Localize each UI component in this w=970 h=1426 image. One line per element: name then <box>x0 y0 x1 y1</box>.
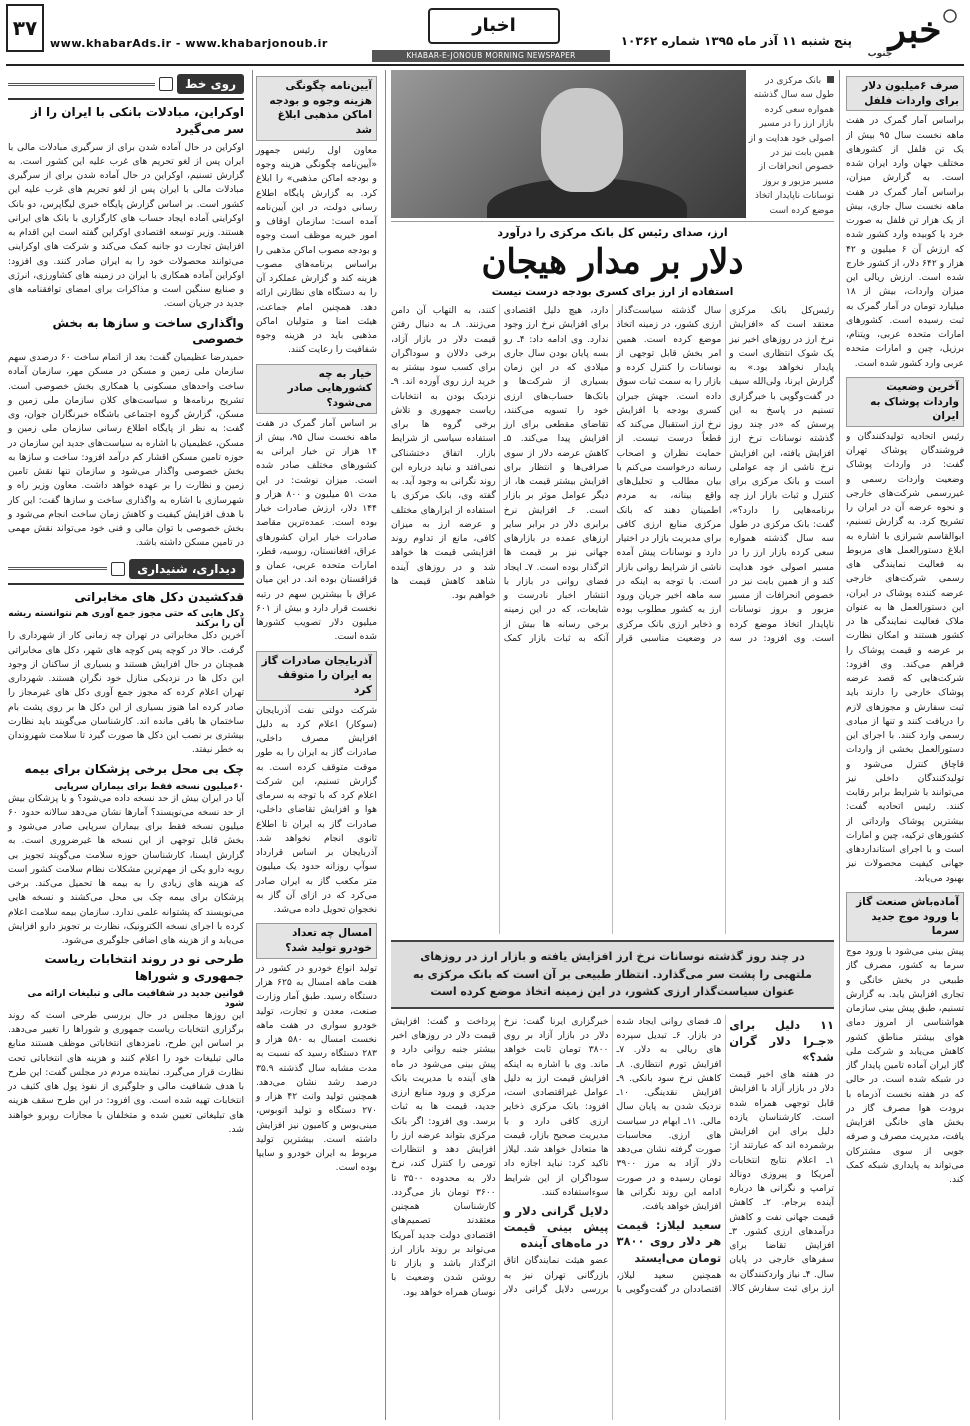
story-text: رئیس‌کل بانک مرکزی معتقد است که «افزایش نرخ ارز در روزهای اخیر نیز یک شوک انتظاری است و پایدار نخواهد بود.» به گزارش ایرنا، ولی‌الله سیف در گفت‌وگویی با خبرگزاری تسنیم در پاسخ به این پرسش که «در چند روز گذشته نوسانات نرخ ارز افزایش یافته، این افزایش نرخ ناشی از چه عواملی است و بانک مرکزی برای کنترل و ثبات بازار ارز چه برنامه‌هایی را دارد؟»، گفت: بانک مرکزی در طول سه سال گذشته همواره سعی کرده بازار ارز را در مسیر اصولی خود هدایت کند و از همین بابت نیز در خصوص انحرافات از مسیر مزبور و بروز نوسانات ناپایدار اتخاذ موضع کرده است. وی افزود: در سه سال گذشته سیاست‌گذار ارزی کشور، در زمینه اتخاذ موضع کرده است. همین امر بخش قابل توجهی از نوسانات را کنترل کرده و بازار را به سمت ثبات سوق داده است. جهش جبران کسری بودجه با افزایش نرخ ارز استقبال می‌کند که قطعاً درست نیست. از حمایت نظران و اصحاب رسانه درخواست می‌کنم با بیان مطالب و تحلیل‌های واقع بینانه، به مردم اطمینان دهند که بانک مرکزی منابع ارزی کافی برای مدیریت بازار در اختیار دارد و نوسانات پیش آمده ناشی از شرایط روانی بازار است. با توجه به اینکه در سه ماهه اخیر جریان ورود ارز به کشور مطلوب بوده و ذخایر ارزی بانک مرکزی در وضعیت مناسبی قرار دارد، هیچ دلیل اقتصادی برای افزایش نرخ ارز وجود ندارد. وی ادامه داد: ۴ـ رو بسه پایان بودن سال جاری میلادی که در این زمان بسیاری از شرکت‌ها و بانک‌ها حساب‌های ارزی خود را تسویه می‌کنند، تقاضای مقطعی برای ارز افزایش پیدا می‌کند. ۵ـ کاهش عرضه دلار از سوی صرافی‌ها و انتظار برای افزایش بیشتر قیمت ها، از دیگر عوامل موثر بر بازار است. ۶ـ افزایش نرخ برابری دلار در برابر سایر ارزهای عمده در بازارهای جهانی نیز بر قیمت ها اثرگذار بوده است. ۷ـ ایجاد فضای روانی در بازار با انتشار اخبار نادرست و شایعات، که در این زمینه برخی رسانه ها بیش از آنکه به ثبات بازار کمک کنند، به التهاب آن دامن می‌زنند. ۸ـ به دنبال رفتن قیمت دلار در بازار آزاد، برخی دلالان و سوداگران برای کسب سود بیشتر به خرید ارز روی آورده اند. ۹ـ نزدیک بودن به انتخابات ریاست جمهوری و تلاش برخی گروه ها برای استفاده سیاسی از شرایط بازار. اتفاق دختشناکی نمی‌افتد و نباید درباره این روند نگرانی به وجود آید. به گفته وی، بانک مرکزی با استفاده از ابزارهای مختلف و عرضه ارز به میزان کافی، مانع از تداوم روند افزایشی قیمت ها خواهد شد و در روزهای آینده شاهد کاهش قیمت ها خواهیم بود. <box>391 305 834 644</box>
audio-visual-flag: دیداری، شنیداری <box>129 559 244 579</box>
housing-title: واگذاری ساخت و سازها به بخش خصوصی <box>52 315 244 347</box>
page-number: ۳۷ <box>6 4 44 52</box>
forecast-title: دلایل گرانی دلار و پیش بینی قیمت در ماه‌های آینده <box>503 1204 609 1251</box>
cucumber-export-body: بر اساس آمار گمرک در هفت ماهه نخست سال ۹۵، بیش از ۱۴ هزار تن خیار ایرانی به کشورهای مختلف صادر شده است. میزان نوشت: در این مدت ۵۱ میلیون و ۸۰۰ هزار و ۱۴۴ دلار، ارزش صادرات خیار بوده است. عمده‌ترین مقاصد صادرات خیار ایران کشورهای عراق، افغانستان، روسیه، قطر، امارات متحده عربی، عمان و قزاقستان بوده اند. در این میان عراق با بیشترین سهم در رتبه نخست قرار دارد و بیش از ۶۰۱ میلیون دلار تصویب کشورها شده است. <box>256 417 377 643</box>
masthead <box>0 0 970 62</box>
clothing-article-title: آخرین وضعیت واردات پوشاک به ایران <box>846 377 964 427</box>
caption-text: بانک مرکزی در طول سه سال گذشته همواره سعی کرده بازار ارز را در مسیر اصولی خود هدایت و از همین بابت نیز در خصوص انحرافات از مسیر مزبور و بروز نوسانات ناپایدار اتخاذ موضع کرده است <box>748 76 834 216</box>
pepper-article-title: صرف ۶میلیون دلار برای واردات فلفل <box>846 76 964 111</box>
telecom-towers-lead: دکل هایی که حتی مجوز جمع آوری هم نتوانسته ریشه آن را برکند <box>8 609 244 630</box>
azerbaijan-gas-body: شرکت دولتی نفت آذربایجان (سوکار) اعلام کرد به دلیل افزایش مصرف داخلی، صادرات گاز به ایران را به طور موقت متوقف کرده است. به گزارش تسنیم، این شرکت اعلام کرد که با توجه به سرمای هوا و افزایش تقاضای داخلی، صادرات گاز به ایران تا اطلاع ثانوی انجام نخواهد شد. آذربایجان بر اساس قرارداد سوآپ روزانه حدود یک میلیون متر مکعب گاز به ایران صادر می‌کرد که در ازای آن گاز به نخجوان تحویل داده می‌شد. <box>256 704 377 916</box>
gas-article-title: آماده‌باش صنعت گاز با ورود موج جدید سرما <box>846 892 964 942</box>
religious-places-body: معاون اول رئیس جمهور «آیین‌نامه چگونگی هزینه وجوه و بودجه اماکن مذهبی» را ابلاغ کرد. به گزارش پایگاه اطلاع رسانی دولت، در این آیین‌نامه آمده است: سازمان اوقاف و امور خیریه موظف است وجوه و بودجه مصوب اماکن مذهبی را براساس برنامه‌های مصوب هزینه کند و گزارش عملکرد آن را به دستگاه های نظارتی ارائه دهد. همچنین امام جماعت، هیئت امنا و متولیان اماکن مذهبی باید در هزینه وجوه شفافیت را رعایت کنند. <box>256 144 377 356</box>
story-lead: استفاده از ارز برای کسری بودجه درست نیست <box>491 286 734 299</box>
middle-column <box>252 70 380 1420</box>
reasons-title: ۱۱ دلیل برای «جـرا دلار گران شد؟» <box>729 1017 834 1065</box>
pull-quote: در چند روز گذشته نوسانات نرخ ارز افزایش یافته و بازار ارز در روزهای ملتهبی را پشت سر می‌گذارد. انتظار طبیعی بر آن است که بانک مرکزی به عنوان سیاست‌گذار ارزی کشور، در این زمینه اتخاذ موضع کرده است <box>391 940 834 1009</box>
story-kicker: ارز، صدای رئیس کل بانک مرکزی را درآورد <box>497 226 728 239</box>
housing-body: حمیدرضا عظیمیان گفت: بعد از اتمام ساخت ۶۰ درصدی سهم سازمان ملی زمین و مسکن در مسکن مهر، سازمان آماده ساخت واحدهای مسکونی با همکاری بخش خصوصی است. تشریح برنامه‌ها و سیاست‌های کلان سازمان ملی زمین و مسکن، گزارش گروه اجتماعی باشگاه خبرنگاران جوان، وی گفت: به نظر از پایگاه اطلاع رسانی سازمان ملی زمین و مسکن، عظیمیان با اشاره به سیاست‌های جدید این سازمان در حوزه تامین مسکن اقشار کم درآمد افزود: ساخت و سازها به بخش خصوصی واگذار می‌شود و سازمان تنها نقش تامین زمین و نظارت را بر عهده خواهد داشت. معاون وزیر راه و شهرسازی با اشاره به واگذاری ساخت و سازها گفت: این کار با هدف افزایش کیفیت و کاهش زمان ساخت انجام می‌شود و بخش خصوصی با توان مالی و فنی خود می‌تواند نقش مهمی در تامین مسکن داشته باشد. <box>8 352 244 549</box>
cucumber-export-title: خیار به چه کشورهایی صادر می‌شود؟ <box>256 364 377 414</box>
doctors-insurance-lead: ۶۰میلیون نسخه فقط برای بیماران سرپایی <box>54 781 244 792</box>
caption-square-icon <box>827 76 834 83</box>
elections-body: این روزها مجلس در حال بررسی طرحی است که روند برگزاری انتخابات ریاست جمهوری و شوراها را تغییر می‌دهد. بر اساس این طرح، نامزدهای انتخاباتی موظف هستند منابع مالی تبلیغات خود را اعلام کنند و هزینه های انتخاباتی تحت نظارت قرار می‌گیرد. نماینده مردم در مجلس گفت: این طرح با هدف شفافیت مالی و جلوگیری از نفوذ پول های کثیف در انتخابات تهیه شده است. وی افزود: در این طرح سقف هزینه های تبلیغاتی تعیین شده و متخلفان با مجازات روبرو خواهند شد. <box>8 1009 244 1135</box>
english-banner: KHABAR-E-JONOUB MORNING NEWSPAPER <box>372 50 610 62</box>
logo-sub: جنوب <box>867 49 893 59</box>
forecast-body: عضو هیئت نمایندگان اتاق بازرگانی تهران نیز به بررسی دلایل گرانی دلار پرداخت و گفت: افزایش قیمت دلار در روزهای اخیر بیشتر جنبه روانی دارد و پیش بینی می‌شود در ماه های آینده با مدیریت بانک مرکزی و ورود منابع ارزی جدید، قیمت ها به ثبات برسد. وی افزود: اگر بانک مرکزی بتواند عرضه ارز را افزایش دهد و انتظارات تورمی را کنترل کند، نرخ دلار به محدوده ۳۵۰۰ تا ۳۶۰۰ تومان باز می‌گردد. کارشناسان همچنین معتقدند تصمیم‌های اقتصادی دولت جدید آمریکا می‌تواند بر روند بازار ارز اثرگذار باشد و بازار تا روشن شدن وضعیت با نوسان همراه خواهد بود. <box>391 1015 609 1298</box>
leilaz-body: همچنین سعید لیلاز، اقتصاددان در گفت‌وگویی با خبرگزاری ایرنا گفت: نرخ دلار در بازار آزاد بر روی ۳۸۰۰ تومان ثابت خواهد ماند. وی با اشاره به اینکه افزایش قیمت ارز به دلیل عوامل غیراقتصادی است، افزود: بانک مرکزی ذخایر ارزی کافی دارد و با مدیریت صحیح بازار، قیمت ها متعادل خواهد شد. لیلاز تاکید کرد: نباید اجازه داد سوداگران از این شرایط سوءاستفاده کنند. <box>503 1015 722 1295</box>
telecom-towers-body: آخرین دکل مخابراتی در تهران چه زمانی کار از شهرداری را گرفت. حالا در کوچه پس کوچه های شهر، دکل های مخابراتی همچنان در حال افزایش هستند و بسیاری از ساکنان از وجود این دکل ها در نزدیکی منازل خود نگران هستند. شهرداری تهران اعلام کرده که مجوز جمع آوری دکل های غیرمجاز را صادر کرده اما هنوز بسیاری از این دکل ها بر روی پشت بام ساختمان ها باقی مانده اند. کارشناسان می‌گویند باید نظارت بیشتری بر نصب این دکل ها صورت گیرد تا سلامت شهروندان به خطر نیفتد. <box>8 630 244 756</box>
section-title: اخبار <box>428 8 560 44</box>
website-links[interactable]: www.khabarAds.ir - www.khabarjonoub.ir <box>50 37 328 50</box>
leilaz-title: سعید لیلاز: قیمت هر دلار روی ۳۸۰۰ تومان می‌ایستد <box>616 1218 722 1265</box>
reasons-body: در هفته های اخیر قیمت دلار در بازار آزاد با افزایش قابل توجهی همراه شده است. کارشناسان یازده دلیل برای این افزایش برشمرده اند که عبارتند از: ۱ـ اعلام نتایج انتخابات آمریکا و پیروزی دونالد ترامپ و نگرانی ها درباره آینده برجام. ۲ـ کاهش قیمت جهانی نفت و کاهش درآمدهای ارزی کشور. ۳ـ افزایش تقاضا برای سفرهای خارجی در پایان سال. ۴ـ نیاز واردکنندگان به ارز برای ثبت سفارش کالا. ۵ـ فضای روانی ایجاد شده در بازار. ۶ـ تبدیل سپرده های ریالی به دلار. ۷ـ افزایش تورم انتظاری. ۸ـ کاهش نرخ سود بانکی. ۹ـ افزایش نقدینگی. ۱۰ـ نزدیک شدن به پایان سال مالی. ۱۱ـ ابهام در سیاست های ارزی. محاسبات صورت گرفته نشان می‌دهد دلار آزاد به مرز ۳۹۰۰ تومان رسیده و در صورت ادامه این روند نگرانی ها افزایش خواهد یافت. <box>616 1015 834 1294</box>
audio-visual-section-header <box>8 555 244 585</box>
gas-article-body: پیش بینی می‌شود با ورود موج سرما به کشور، مصرف گاز طبیعی در بخش خانگی و تجاری افزایش یابد. به گزارش تسنیم، طبق پیش بینی سازمان هواشناسی از امروز دمای هوای بیشتر مناطق کشور کاهش می‌یابد و شرکت ملی گاز ایران آماده تامین پایدار گاز در شبکه شده است. در حالی که در هفته نخست آذرماه با برودت هوا مصرف گاز در بخش های خانگی افزایش یافت، مدیریت مصرف و صرفه جویی از سوی مشترکان می‌تواند به پایداری شبکه کمک کند. <box>846 946 964 1185</box>
clothing-article-body: رئیس اتحادیه تولیدکنندگان و فروشندگان پوشاک تهران گفت: در واردات پوشاک وضعیت واردات رسمی و غیررسمی شرکت‌های خارجی و نحوه عرضه آن در ایران را تشریح کرد. به گزارش تسنیم، ابوالقاسم شیرازی با اشاره به ابلاغ دستورالعمل های مربوط به فعالیت نمایندگی های رسمی شرکت‌های خارجی عرضه کننده پوشاک در ایران، این دستورالعمل ها به عنوان ملاک فعالیت نمایندگی ها در کشور هستند و امکان نظارت بر عرضه و قیمت پوشاک را فراهم می‌کند. وی افزود: شرکت‌هایی که قصد عرضه پوشاک خارجی را دارند باید ثبت سفارش و مجوزهای لازم را دریافت کنند و تنها از مبادی رسمی وارد کنند. با اجرای این دستورالعمل بخشی از واردات قاچاق کنترل می‌شود و تولیدکنندگان داخلی نیز می‌توانند با شرایط برابر رقابت کنند. رئیس اتحادیه گفت: بیشترین پوشاک وارداتی از کشورهای ترکیه، چین و امارات است و با اجرای استانداردهای جهانی کیفیت محصولات نیز بهبود می‌یابد. <box>846 430 964 884</box>
story-headline: دلار بر مدار هیجان <box>481 242 744 282</box>
main-story <box>385 70 840 1420</box>
lead-photo-area <box>391 70 834 222</box>
elections-lead: قوانین جدید در شفافیت مالی و تبلیغات ارائه می شود <box>27 988 244 1009</box>
doctors-insurance-body: آیا در ایران بیش از حد نسخه داده می‌شود؟ و یا پزشکان بیش از حد نسخه می‌نویسند؟ آمارها نشان می‌دهد سالانه حدود ۶۰ میلیون نسخه فقط برای بیماران سرپایی صادر می‌شود و بخش قابل توجهی از این نسخه ها غیرضروری است. به گزارش ایسنا، کارشناسان حوزه سلامت می‌گویند تجویز بی رویه دارو یکی از مهم‌ترین مشکلات نظام سلامت کشور است که هزینه های زیادی را به بیمه ها تحمیل می‌کند. برخی پزشکان برای بیمه چک بی محل می‌کشند و نسخه هایی می‌نویسند که پشتوانه علمی ندارد. سازمان بیمه سلامت اعلام کرده با اجرای نسخه الکترونیک، نظارت بر تجویز دارو افزایش می‌یابد و از هزینه های اضافی جلوگیری می‌شود. <box>8 792 244 947</box>
story-sidebar-articles <box>391 1015 834 1420</box>
doctors-insurance-title: چک بی محل برخی پزشکان برای بیمه <box>24 761 244 776</box>
ukraine-title: اوکراین، مبادلات بانکی با ایران را از سر می‌گیرد <box>30 105 244 136</box>
elections-title: طرحی نو در روند انتخابات ریاست جمهوری و شوراها <box>44 952 244 984</box>
photo-caption <box>746 74 834 218</box>
central-bank-governor-photo <box>391 70 746 218</box>
left-column <box>6 70 246 1420</box>
issue-date: پنج شنبه ۱۱ آذر ماه ۱۳۹۵ شماره ۱۰۳۶۲ <box>620 34 852 48</box>
ukraine-body: اوکراین در حال آماده شدن برای از سرگیری مبادلات مالی با ایران پس از لغو تحریم های غرب علیه این کشور است. به گزارش تسنیم، اوکراین در حال آماده شدن برای از سرگیری مبادلات مالی با ایران پس از لغو تحریم های غرب علیه این کشور است. بر اساس گزارش پایگاه خبری لیگاپرس، دو بانک اوکراینی آماده ایجاد حساب های کارگزاری با بانک های ایرانی هستند. وزیر توسعه اقتصادی اوکراین گفته است این اقدام به افزایش تجارت دو جانبه کمک می‌کند و شرکت های اوکراینی می‌توانند محصولات خود را به ایران صادر کنند. وی افزود: اوکراین آماده همکاری با ایران در زمینه های کشاورزی، انرژی و صنایع سنگین است و مذاکرات برای امضای توافقنامه های جدید در جریان است. <box>8 141 244 310</box>
header-rule <box>6 64 964 66</box>
religious-places-title: آیین‌نامه چگونگی هزینه وجوه و بودجه اماکن مذهبی ابلاغ شد <box>256 76 377 141</box>
khabar-logo <box>866 4 964 60</box>
right-column <box>846 70 964 1420</box>
on-line-section-header <box>8 70 244 100</box>
section-box-icon <box>111 562 125 576</box>
story-body <box>391 304 834 934</box>
azerbaijan-gas-title: آذربایجان صادرات گاز به ایران را متوقف کرد <box>256 651 377 701</box>
pepper-article-body: براساس آمار گمرک در هفت ماهه نخست سال ۹۵ بیش از یک تن فلفل از کشورهای مختلف جهان وارد ایران شده است. به گزارش میزان، براساس آمار گمرک در هفت ماهه نخست سال جاری، بیش از یک هزار تن فلفل به صورت خرد یا کوبیده وارد کشور شده که ارزش آن ۶ میلیون و ۴۲ هزار و ۶۴۲ دلار، از کشور خارج شده است. ارزش ریالی این میزان واردات، بیش از ۱۸ میلیارد تومان در آمار گمرک به ثبت رسیده است. کشورهای امارات متحده عربی، ویتنام، برزیل، چین و امارات متحده عربی وارد کشور شده است. <box>846 115 964 369</box>
car-production-title: امسال چه تعداد خودرو تولید شد؟ <box>256 923 377 958</box>
on-line-flag: روی خط <box>177 74 244 94</box>
car-production-body: تولید انواع خودرو در کشور در هفت ماهه امسال به ۶۲۵ هزار دستگاه رسید. طبق آمار وزارت صنعت، معدن و تجارت، تولید خودرو سواری در هفت ماهه نخست امسال به ۵۸۰ هزار و ۲۸۳ دستگاه رسید که نسبت به مدت مشابه سال گذشته ۳۵.۹ درصد رشد نشان می‌دهد. همچنین تولید وانت ۴۲ هزار و ۲۷۰ دستگاه و تولید اتوبوس، مینی‌بوس و کامیون نیز افزایش داشته است. بیشترین تولید مربوط به ایران خودرو و سایپا بوده است. <box>256 962 377 1174</box>
logo-text: خبر <box>888 9 942 51</box>
telecom-towers-title: قدکشیدن دکل های مخابراتی <box>74 589 244 604</box>
section-box-icon <box>159 77 173 91</box>
